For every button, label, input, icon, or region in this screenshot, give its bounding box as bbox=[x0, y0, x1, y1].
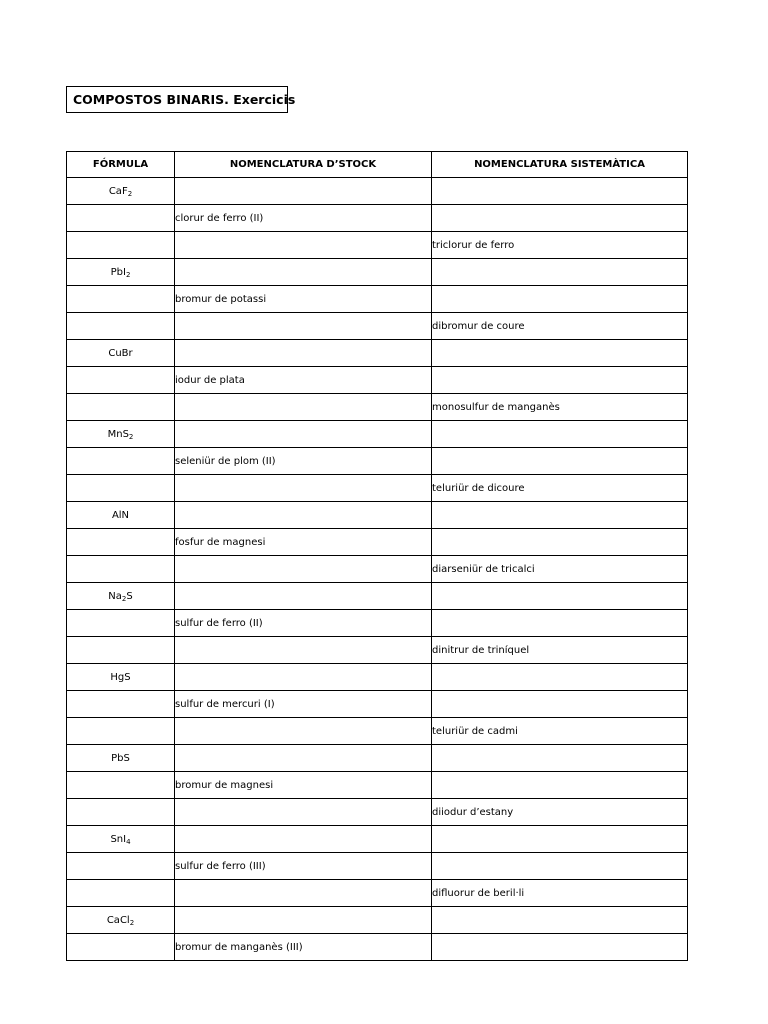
formula-symbol: AlN bbox=[111, 509, 130, 521]
stock-name-cell[interactable]: seleniür de plom (II) bbox=[175, 448, 432, 475]
stock-name-cell[interactable] bbox=[175, 826, 432, 853]
header-formula: FÓRMULA bbox=[67, 152, 175, 178]
table-row bbox=[67, 934, 688, 961]
formula-cell[interactable] bbox=[67, 907, 175, 934]
stock-name-cell[interactable] bbox=[175, 394, 432, 421]
stock-name-cell[interactable]: bromur de magnesi bbox=[175, 772, 432, 799]
formula-cell[interactable] bbox=[67, 610, 175, 637]
formula-symbol: HgS bbox=[110, 671, 131, 683]
table-row bbox=[67, 313, 688, 340]
formula-cell[interactable] bbox=[67, 853, 175, 880]
formula-symbol: Mn bbox=[107, 428, 123, 440]
stock-name-cell[interactable] bbox=[175, 637, 432, 664]
table-row bbox=[67, 826, 688, 853]
table-row bbox=[67, 853, 688, 880]
systematic-name-cell[interactable] bbox=[432, 205, 688, 232]
formula-cell[interactable] bbox=[67, 529, 175, 556]
systematic-name-cell[interactable]: dibromur de coure bbox=[432, 313, 688, 340]
table-row bbox=[67, 205, 688, 232]
formula-subscript: 2 bbox=[121, 594, 127, 603]
formula-subscript: 2 bbox=[129, 918, 135, 927]
stock-name-cell[interactable] bbox=[175, 880, 432, 907]
systematic-name-cell[interactable] bbox=[432, 502, 688, 529]
systematic-name-cell[interactable] bbox=[432, 826, 688, 853]
formula-cell[interactable] bbox=[67, 691, 175, 718]
table-row bbox=[67, 448, 688, 475]
formula-symbol: S bbox=[126, 590, 133, 602]
stock-name-cell[interactable]: sulfur de ferro (III) bbox=[175, 853, 432, 880]
table-row bbox=[67, 799, 688, 826]
table-row bbox=[67, 745, 688, 772]
header-stock-nomenclature: NOMENCLATURA D’STOCK bbox=[175, 152, 432, 178]
table-row bbox=[67, 367, 688, 394]
stock-name-cell[interactable] bbox=[175, 475, 432, 502]
systematic-name-cell[interactable] bbox=[432, 853, 688, 880]
table-header-row bbox=[67, 152, 688, 178]
systematic-name-cell[interactable] bbox=[432, 178, 688, 205]
table-row bbox=[67, 772, 688, 799]
formula-subscript: 2 bbox=[128, 432, 134, 441]
stock-name-cell[interactable] bbox=[175, 421, 432, 448]
table-row bbox=[67, 907, 688, 934]
table-row bbox=[67, 502, 688, 529]
formula-cell[interactable] bbox=[67, 475, 175, 502]
table-row bbox=[67, 232, 688, 259]
stock-name-cell[interactable] bbox=[175, 718, 432, 745]
stock-name-cell[interactable]: iodur de plata bbox=[175, 367, 432, 394]
page-title: COMPOSTOS BINARIS. Exercicis bbox=[66, 86, 288, 113]
systematic-name-cell[interactable] bbox=[432, 340, 688, 367]
formula-cell[interactable] bbox=[67, 421, 175, 448]
systematic-name-cell[interactable]: diiodur d’estany bbox=[432, 799, 688, 826]
formula-cell[interactable] bbox=[67, 340, 175, 367]
stock-name-cell[interactable]: sulfur de ferro (II) bbox=[175, 610, 432, 637]
stock-name-cell[interactable]: sulfur de mercuri (I) bbox=[175, 691, 432, 718]
systematic-name-cell[interactable]: triclorur de ferro bbox=[432, 232, 688, 259]
formula-symbol: I bbox=[122, 266, 126, 278]
nomenclature-table bbox=[66, 151, 688, 961]
table-row bbox=[67, 610, 688, 637]
formula-symbol: Ca bbox=[108, 185, 122, 197]
formula-symbol: Sn bbox=[110, 833, 124, 845]
systematic-name-cell[interactable]: difluorur de beril·li bbox=[432, 880, 688, 907]
systematic-name-cell[interactable] bbox=[432, 772, 688, 799]
formula-cell[interactable] bbox=[67, 637, 175, 664]
formula-symbol: CuBr bbox=[108, 347, 133, 359]
formula-cell[interactable] bbox=[67, 394, 175, 421]
formula-cell[interactable] bbox=[67, 502, 175, 529]
table-row bbox=[67, 475, 688, 502]
formula-cell[interactable] bbox=[67, 880, 175, 907]
systematic-name-cell[interactable]: teluriür de dicoure bbox=[432, 475, 688, 502]
stock-name-cell[interactable] bbox=[175, 178, 432, 205]
formula-cell[interactable] bbox=[67, 448, 175, 475]
table-row bbox=[67, 880, 688, 907]
table-row bbox=[67, 259, 688, 286]
table-row bbox=[67, 394, 688, 421]
formula-cell[interactable] bbox=[67, 232, 175, 259]
stock-name-cell[interactable] bbox=[175, 259, 432, 286]
systematic-name-cell[interactable] bbox=[432, 448, 688, 475]
formula-cell[interactable] bbox=[67, 259, 175, 286]
systematic-name-cell[interactable] bbox=[432, 367, 688, 394]
stock-name-cell[interactable]: bromur de manganès (III) bbox=[175, 934, 432, 961]
formula-cell[interactable] bbox=[67, 664, 175, 691]
stock-name-cell[interactable] bbox=[175, 583, 432, 610]
systematic-name-cell[interactable] bbox=[432, 691, 688, 718]
stock-name-cell[interactable] bbox=[175, 502, 432, 529]
formula-symbol: PbS bbox=[111, 752, 130, 764]
table-row bbox=[67, 340, 688, 367]
systematic-name-cell[interactable] bbox=[432, 745, 688, 772]
systematic-name-cell[interactable]: monosulfur de manganès bbox=[432, 394, 688, 421]
formula-cell[interactable] bbox=[67, 205, 175, 232]
formula-symbol: Pb bbox=[110, 266, 123, 278]
stock-name-cell[interactable] bbox=[175, 232, 432, 259]
table-row bbox=[67, 637, 688, 664]
formula-cell[interactable] bbox=[67, 583, 175, 610]
table-row bbox=[67, 421, 688, 448]
stock-name-cell[interactable] bbox=[175, 907, 432, 934]
systematic-name-cell[interactable] bbox=[432, 259, 688, 286]
formula-symbol: I bbox=[123, 833, 127, 845]
formula-cell[interactable] bbox=[67, 556, 175, 583]
stock-name-cell[interactable]: clorur de ferro (II) bbox=[175, 205, 432, 232]
table-row bbox=[67, 286, 688, 313]
formula-cell[interactable] bbox=[67, 772, 175, 799]
table-row bbox=[67, 664, 688, 691]
formula-subscript: 4 bbox=[126, 837, 131, 846]
stock-name-cell[interactable] bbox=[175, 664, 432, 691]
stock-name-cell[interactable] bbox=[175, 340, 432, 367]
table-row bbox=[67, 718, 688, 745]
stock-name-cell[interactable] bbox=[175, 556, 432, 583]
formula-cell[interactable] bbox=[67, 799, 175, 826]
systematic-name-cell[interactable]: teluriür de cadmi bbox=[432, 718, 688, 745]
table-row bbox=[67, 529, 688, 556]
formula-symbol: Cl bbox=[119, 914, 130, 926]
formula-symbol: Na bbox=[108, 590, 122, 602]
stock-name-cell[interactable] bbox=[175, 313, 432, 340]
stock-name-cell[interactable]: fosfur de magnesi bbox=[175, 529, 432, 556]
formula-symbol: S bbox=[122, 428, 129, 440]
table-row bbox=[67, 178, 688, 205]
stock-name-cell[interactable] bbox=[175, 799, 432, 826]
formula-cell[interactable] bbox=[67, 178, 175, 205]
systematic-name-cell[interactable] bbox=[432, 583, 688, 610]
systematic-name-cell[interactable] bbox=[432, 529, 688, 556]
stock-name-cell[interactable] bbox=[175, 745, 432, 772]
formula-cell[interactable] bbox=[67, 286, 175, 313]
systematic-name-cell[interactable] bbox=[432, 286, 688, 313]
systematic-name-cell[interactable]: dinitrur de triníquel bbox=[432, 637, 688, 664]
table-row bbox=[67, 691, 688, 718]
formula-cell[interactable] bbox=[67, 934, 175, 961]
systematic-name-cell[interactable] bbox=[432, 664, 688, 691]
formula-cell[interactable] bbox=[67, 367, 175, 394]
formula-cell[interactable] bbox=[67, 718, 175, 745]
formula-symbol: F bbox=[121, 185, 128, 197]
formula-cell[interactable] bbox=[67, 745, 175, 772]
formula-subscript: 2 bbox=[125, 270, 131, 279]
stock-name-cell[interactable]: bromur de potassi bbox=[175, 286, 432, 313]
table-row bbox=[67, 583, 688, 610]
formula-cell[interactable] bbox=[67, 826, 175, 853]
systematic-name-cell[interactable] bbox=[432, 907, 688, 934]
table-row bbox=[67, 556, 688, 583]
formula-cell[interactable] bbox=[67, 313, 175, 340]
header-systematic-nomenclature: NOMENCLATURA SISTEMÀTICA bbox=[432, 152, 688, 178]
systematic-name-cell[interactable] bbox=[432, 421, 688, 448]
formula-symbol: Ca bbox=[106, 914, 120, 926]
systematic-name-cell[interactable] bbox=[432, 934, 688, 961]
formula-subscript: 2 bbox=[127, 189, 133, 198]
systematic-name-cell[interactable] bbox=[432, 610, 688, 637]
systematic-name-cell[interactable]: diarseniür de tricalci bbox=[432, 556, 688, 583]
